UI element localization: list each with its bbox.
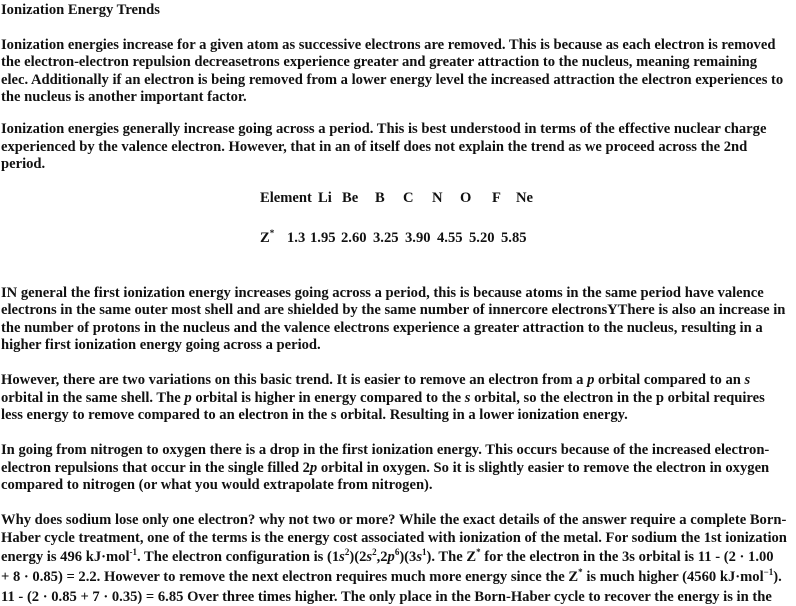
text-run: )(3 [399, 549, 417, 565]
row-header-element: Element [260, 190, 312, 206]
z-value-cell: 2.60 [341, 230, 367, 246]
italic-run: p [184, 390, 192, 406]
text-line [1, 460, 769, 477]
element-cell: C [403, 190, 414, 206]
text-line: period. [1, 156, 46, 172]
element-cell: Be [342, 190, 359, 206]
text-run: ). The Z [426, 549, 477, 565]
italic-run: s [744, 372, 751, 388]
element-cell: O [460, 190, 472, 206]
text-line [1, 390, 765, 407]
superscript: * [578, 567, 583, 577]
text-line: 11 - (2 · 0.85 + 7 · 0.35) = 6.85 Over three times higher. The only place in the Born-Haber cycle to recover the energy is in the [1, 589, 772, 605]
text-line: experienced by the valence electron. However, that in an of itself does not explain the trend as we proceed across the 2nd [1, 139, 748, 155]
z-value-cell: 5.85 [501, 230, 527, 246]
element-cell: Ne [516, 190, 534, 206]
text-line [1, 549, 774, 566]
text-line: IN general the first ionization energy increases going across a period, this is because atoms in the same period have valence [1, 285, 764, 301]
text-line: Ionization energies generally increase going across a period. This is best understood in terms of the effective nuclear charge [1, 121, 767, 137]
text-run: is much higher (4560 kJ·mol [582, 569, 764, 585]
text-line [1, 372, 750, 389]
text-line: the number of protons in the nucleus and the valence electrons experience a greater attraction to the nucleus, resulting in a [1, 320, 763, 336]
italic-run: p [309, 460, 318, 476]
superscript: −1 [763, 567, 774, 577]
text-run: ). [773, 569, 782, 585]
text-line: higher first ionization energy going across a period. [1, 337, 321, 353]
text-line: the electron-electron repulsion decreasetrons experience greater and greater attraction to the nucleus, meaning remaining [1, 54, 758, 70]
z-value-cell: 4.55 [437, 230, 463, 246]
element-cell: N [432, 190, 443, 206]
z-value-cell: 3.90 [405, 230, 431, 246]
z-value-cell: 5.20 [469, 230, 495, 246]
text-line: Haber cycle treatment, one of the terms is the energy cost associated with ionization of the metal. For sodium the 1st ionization [1, 530, 787, 546]
superscript: 6 [394, 547, 400, 557]
italic-run: s [464, 390, 471, 406]
text-line: the nucleus is another important factor. [1, 89, 247, 105]
text-run: orbital in oxygen. So it is slightly easier to remove the electron in oxygen [317, 460, 770, 476]
italic-run: s [339, 549, 345, 565]
text-run: However, there are two variations on this basic trend. It is easier to remove an electron from a [1, 372, 588, 388]
z-value-cell: 3.25 [373, 230, 399, 246]
italic-run: p [387, 549, 395, 565]
text-run: electron repulsions that occur in the single filled 2 [1, 460, 310, 476]
text-line [1, 569, 782, 586]
z-value-cell: 1.3 [287, 230, 306, 246]
superscript: 2 [372, 547, 377, 557]
italic-run: p [587, 372, 595, 388]
text-line: Why does sodium lose only one electron? why not two or more? While the exact details of the answer require a complete Born- [1, 512, 787, 528]
page-title: Ionization Energy Trends [1, 2, 160, 18]
text-line: Ionization energies increase for a given atom as successive electrons are removed. This is because as each electron is removed [1, 37, 776, 53]
text-run: for the electron in the 3s orbital is 11 - (2 · 1.00 [480, 549, 774, 565]
text-run: orbital is higher in energy compared to the [191, 390, 465, 406]
italic-run: s [416, 549, 423, 565]
superscript: 2 [344, 547, 350, 557]
text-run: orbital compared to an [594, 372, 745, 388]
superscript: 1 [422, 547, 427, 557]
row-header-z [260, 230, 274, 247]
element-cell: F [492, 190, 501, 206]
text-line: compared to nitrogen (or what you would extrapolate from nitrogen). [1, 477, 433, 493]
text-line: electrons in the same outer most shell and are shielded by the same number of innercore electronsYThere is also an increase in [1, 302, 786, 318]
text-run: energy is 496 kJ·mol [1, 549, 130, 565]
text-run: . The electron configuration is (1 [137, 549, 340, 565]
text-line: less energy to remove compared to an electron in the s orbital. Resulting in a lower ionization energy. [1, 407, 628, 423]
z-value-cell: 1.95 [310, 230, 336, 246]
element-cell: Li [318, 190, 332, 206]
z-label: Z [260, 230, 270, 246]
superscript: -1 [129, 547, 138, 557]
text-run: orbital, so the electron in the p orbital requires [470, 390, 765, 406]
element-cell: B [375, 190, 385, 206]
superscript: * [476, 547, 481, 557]
text-run: )(2 [349, 549, 367, 565]
text-run: orbital in the same shell. The [1, 390, 185, 406]
text-line: elec. Additionally if an electron is being removed from a lower energy level the increased attraction the electron experiences to [1, 72, 784, 88]
italic-run: s [366, 549, 373, 565]
text-line: In going from nitrogen to oxygen there is a drop in the first ionization energy. This occurs because of the increased electron- [1, 442, 770, 458]
text-run: + 8 · 0.85) = 2.2. However to remove the next electron requires much more energy since the Z [1, 569, 579, 585]
z-star: * [269, 228, 275, 238]
text-run: ,2 [376, 549, 388, 565]
